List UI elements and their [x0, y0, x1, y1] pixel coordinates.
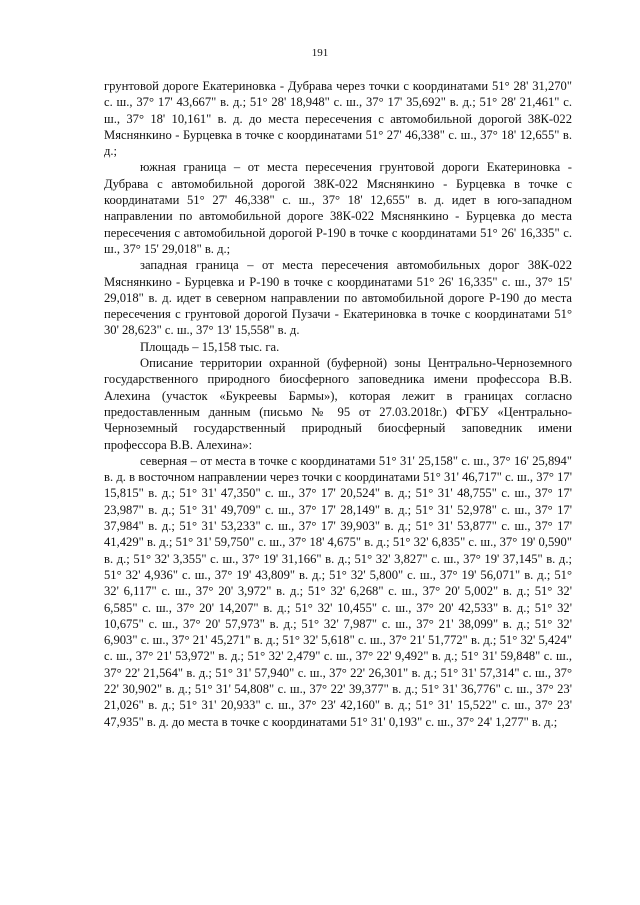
paragraph-eastern-boundary-end: грунтовой дороге Екатериновка - Дубрава через точки с координатами 51° 28' 31,270" с. ш., 37° 17' 43,667" в. д.; 51° 28' 18,948" с. ш., 37° 17' 35,692" в. д.; 51° 28' 21,461" с. ш., 37° 18' 10,161" в. д. до места пересечения с автомобильной дорогой 38К-022 Мяснянкино - Бурцевка в точке с координатами 51° 27' 46,338" с. ш., 37° 18' 12,655" в. д.;	[104, 79, 572, 159]
paragraph-buffer-zone-description: Описание территории охранной (буферной) зоны Центрально-Черноземного государственного природного биосферного заповедника имени профессора В.В. Алехина (участок «Букреевы Бармы»), которая лежит в границах согласно предоставленным данным (письмо № 95 от 27.03.2018г.) ФГБУ «Центрально-Черноземный государственный природный биосферный заповедник имени профессора В.В. Алехина»:	[104, 356, 572, 452]
paragraph-southern-boundary: южная граница – от места пересечения грунтовой дороги Екатериновка - Дубрава с автомобильной дорогой 38К-022 Мяснянкино - Бурцевка в точке с координатами 51° 27' 46,338" с. ш., 37° 18' 12,655" в. д. идет в юго-западном направлении по автомобильной дороге 38К-022 Мяснянкино - Бурцевка до места пересечения с автомобильной дорогой Р-190 в точке с координатами 51° 26' 16,335" с. ш., 37° 15' 29,018" в. д.;	[104, 160, 572, 256]
page-number: 191	[311, 47, 329, 59]
paragraph-area: Площадь – 15,158 тыс. га.	[140, 339, 280, 354]
paragraph-northern-boundary: северная – от места в точке с координатами 51° 31' 25,158" с. ш., 37° 16' 25,894" в. д. в восточном направлении через точки с координатами 51° 31' 46,717" с. ш., 37° 17' 15,815" в. д.; 51° 31' 47,350" с. ш., 37° 17' 20,524" в. д.; 51° 31' 48,755" с. ш., 37° 17' 23,987" в. д.; 51° 31' 49,709" с. ш., 37° 17' 28,149" в. д.; 51° 31' 52,978" с. ш., 37° 17' 37,984" в. д.; 51° 31' 53,233" с. ш., 37° 17' 39,903" в. д.; 51° 31' 53,877" с. ш., 37° 17' 41,429" в. д.; 51° 31' 59,750" с. ш., 37° 18' 4,675" в. д.; 51° 32' 6,835" с. ш., 37° 19' 0,590" в. д.; 51° 32' 3,355" с. ш., 37° 19' 31,166" в. д.; 51° 32' 3,827" с. ш., 37° 19' 37,145" в. д.; 51° 32' 4,936" с. ш., 37° 19' 43,809" в. д.; 51° 32' 5,800" с. ш., 37° 19' 56,071" в. д.; 51° 32' 6,117" с. ш., 37° 20' 3,972" в. д.; 51° 32' 6,268" с. ш., 37° 20' 5,002" в. д.; 51° 32' 6,585" с. ш., 37° 20' 14,207" в. д.; 51° 32' 10,455" с. ш., 37° 20' 42,533" в. д.; 51° 32' 10,675" с. ш., 37° 20' 57,973" в. д.; 51° 32' 7,987" с. ш., 37° 21' 38,099" в. д.; 51° 32' 6,903" с. ш., 37° 21' 45,271" в. д.; 51° 32' 5,618" с. ш., 37° 21' 51,772" в. д.; 51° 32' 5,424" с. ш., 37° 21' 53,972" в. д.; 51° 32' 2,479" с. ш., 37° 22' 9,492" в. д.; 51° 31' 59,848" с. ш., 37° 22' 21,564" в. д.; 51° 31' 57,940" с. ш., 37° 22' 26,301" в. д.; 51° 31' 57,314" с. ш., 37° 22' 30,902" в. д.; 51° 31' 54,808" с. ш., 37° 22' 39,377" в. д.; 51° 31' 36,776" с. ш., 37° 23' 21,026" в. д.; 51° 31' 20,933" с. ш., 37° 23' 42,160" в. д.; 51° 31' 15,522" с. ш., 37° 23' 47,935" в. д. до места в точке с координатами 51° 31' 0,193" с. ш., 37° 24' 1,277" в. д.;	[104, 453, 572, 729]
document-body	[104, 78, 572, 730]
paragraph-western-boundary: западная граница – от места пересечения автомобильных дорог 38К-022 Мяснянкино - Бурцевка и Р-190 в точке с координатами 51° 26' 16,335" с. ш., 37° 15' 29,018" в. д. идет в северном направлении по автомобильной дороге Р-190 до места пересечения с грунтовой дорогой Пузачи - Екатериновка в точке с координатами 51° 30' 28,623" с. ш., 37° 13' 15,558" в. д.	[104, 258, 572, 338]
